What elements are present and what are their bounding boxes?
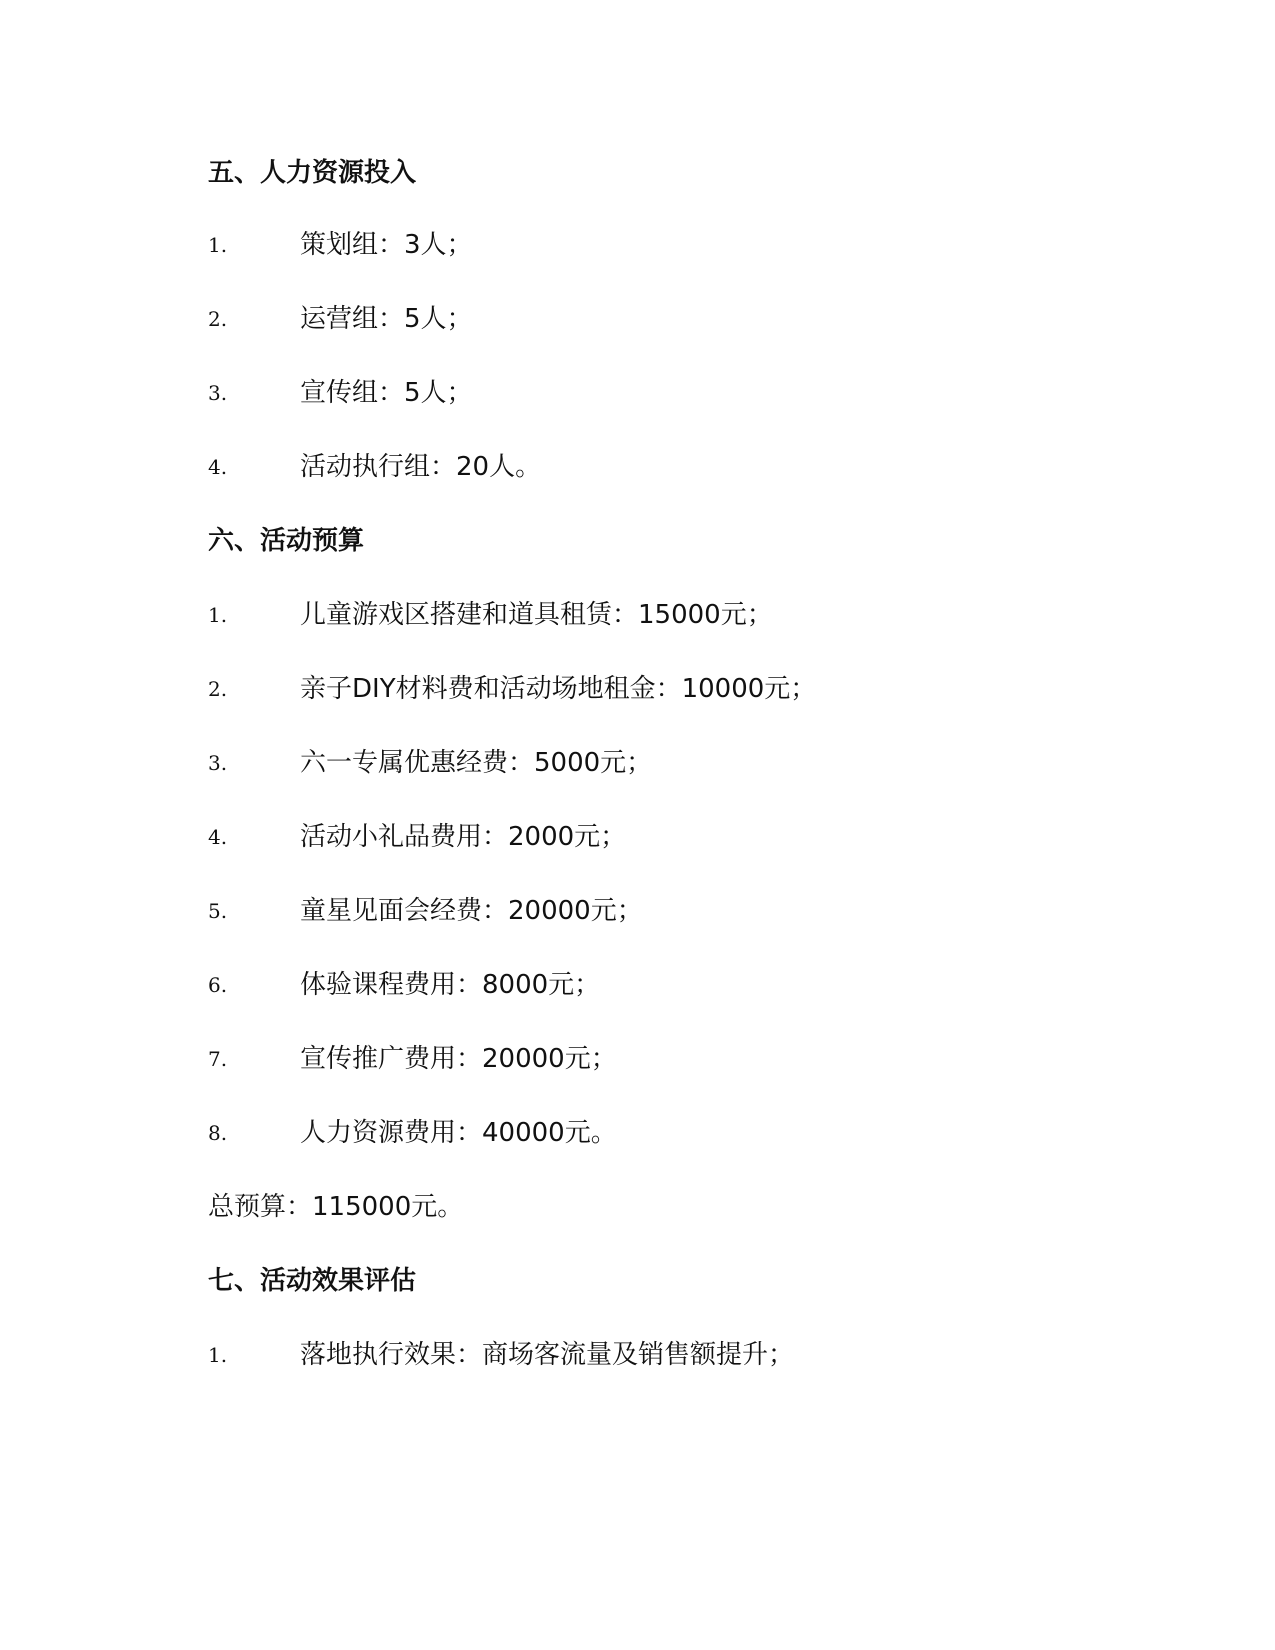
list-number: 2. [208, 677, 228, 701]
section-heading-budget: 六、活动预算 [208, 526, 365, 556]
list-number: 4. [208, 455, 228, 479]
list-text: 运营组：5人； [300, 304, 473, 334]
section-heading-evaluation: 七、活动效果评估 [208, 1266, 417, 1296]
section-heading-hr: 五、人力资源投入 [208, 158, 417, 188]
list-text: 童星见面会经费：20000元； [300, 896, 643, 926]
list-number: 4. [208, 825, 228, 849]
list-text: 策划组：3人； [300, 230, 473, 260]
list-text: 体验课程费用：8000元； [300, 970, 601, 1000]
list-number: 3. [208, 381, 228, 405]
list-text: 宣传推广费用：20000元； [300, 1044, 617, 1074]
list-number: 2. [208, 307, 228, 331]
list-text: 亲子DIY材料费和活动场地租金：10000元； [300, 674, 817, 704]
list-number: 1. [208, 233, 228, 257]
list-text: 儿童游戏区搭建和道具租赁：15000元； [300, 600, 773, 630]
list-number: 1. [208, 1343, 228, 1367]
list-text: 落地执行效果：商场客流量及销售额提升； [300, 1340, 795, 1370]
list-number: 5. [208, 899, 228, 923]
budget-total: 总预算：115000元。 [208, 1192, 464, 1222]
list-number: 6. [208, 973, 228, 997]
list-number: 8. [208, 1121, 228, 1145]
list-text: 宣传组：5人； [300, 378, 473, 408]
list-number: 1. [208, 603, 228, 627]
list-text: 六一专属优惠经费：5000元； [300, 748, 653, 778]
list-text: 活动小礼品费用：2000元； [300, 822, 627, 852]
list-text: 活动执行组：20人。 [300, 452, 542, 482]
list-text: 人力资源费用：40000元。 [300, 1118, 617, 1148]
list-number: 3. [208, 751, 228, 775]
list-number: 7. [208, 1047, 228, 1071]
